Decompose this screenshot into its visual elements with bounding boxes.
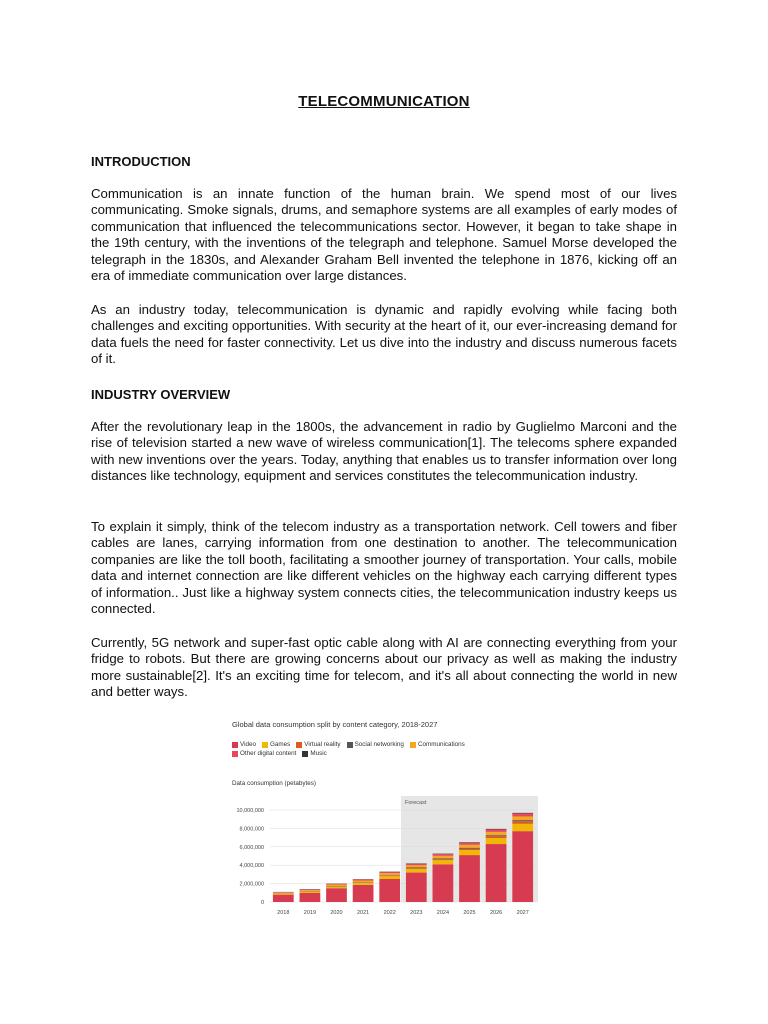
paragraph: After the revolutionary leap in the 1800s, the advancement in radio by Guglielmo Marconi and the rise of television started a new wave of wireless communication[1]. The telecoms sphere expanded with new inventions over the years. Today, anything that enables us to transfer information over long distances like technology, equipment and services constitutes the telecommunication industry. [91, 419, 677, 484]
bar-segment [486, 836, 507, 838]
bar-segment [512, 821, 533, 824]
bar-segment [512, 816, 533, 820]
bar-segment [273, 893, 294, 894]
bar-segment [300, 890, 321, 891]
data-consumption-chart [226, 714, 540, 924]
y-tick-label: 2,000,000 [239, 881, 264, 888]
bar-segment [486, 844, 507, 902]
bar-segment [273, 895, 294, 902]
bar-segment [406, 868, 427, 869]
bar-segment [486, 832, 507, 835]
bar-segment [273, 892, 294, 893]
bar-segment [433, 864, 454, 902]
bar-segment [433, 860, 454, 864]
chart-plot-area [226, 714, 540, 924]
bar-segment [326, 884, 347, 885]
bar-segment [379, 872, 400, 873]
y-tick-label: 0 [260, 900, 264, 906]
bar-segment [353, 880, 374, 881]
section-heading-introduction: INTRODUCTION [91, 154, 191, 169]
bar-segment [512, 824, 533, 831]
bar-segment [406, 873, 427, 902]
legend-label: Communications [417, 741, 465, 748]
y-tick-label: 8,000,000 [239, 826, 264, 833]
paragraph: Currently, 5G network and super-fast optic cable along with AI are connecting everything from your fridge to robots. But there are growing concerns about our privacy as well as making the industry more sustainable[2]. It's an exciting time for telecom, and it's all about connecting the world in new and better ways. [91, 635, 677, 700]
section-heading-industry-overview: INDUSTRY OVERVIEW [91, 387, 231, 402]
x-tick-label: 2024 [436, 910, 450, 916]
bar-segment [406, 868, 427, 869]
legend-label: Video [240, 741, 256, 748]
x-tick-label: 2020 [330, 910, 343, 916]
x-tick-label: 2022 [383, 910, 396, 916]
bar-segment [512, 813, 533, 816]
document-title: TELECOMMUNICATION [298, 93, 470, 110]
bar-segment [486, 835, 507, 836]
bar-segment [300, 889, 321, 890]
x-tick-label: 2026 [489, 910, 503, 916]
legend-label: Virtual reality [304, 741, 341, 748]
bar-segment [433, 856, 454, 859]
x-tick-label: 2027 [516, 910, 529, 916]
legend-label: Games [270, 741, 291, 748]
bar-segment [486, 829, 507, 831]
bar-segment [459, 845, 480, 848]
y-tick-label: 10,000,000 [236, 808, 264, 814]
bar-segment [512, 820, 533, 821]
legend-label: Social networking [354, 741, 404, 748]
bar-segment [300, 891, 321, 892]
x-tick-label: 2019 [303, 910, 317, 916]
bar-segment [512, 831, 533, 902]
y-tick-label: 4,000,000 [239, 863, 264, 870]
paragraph: Communication is an innate function of the human brain. We spend most of our lives communicating. Smoke signals, drums, and semaphore systems are all examples of early modes of communication that influenced the telecommunications sector. However, it began to take shape in the 19th century, with the inventions of the telegraph and telephone. Samuel Morse developed the telegraph in the 1830s, and Alexander Graham Bell invented the telephone in 1876, kicking off an era of immediate communication over large distances. [91, 186, 677, 284]
chart-y-axis-label: Data consumption (petabytes) [232, 780, 317, 787]
y-tick-label: 6,000,000 [239, 844, 264, 851]
bar-segment [353, 883, 374, 885]
bar-segment [406, 864, 427, 865]
bar-segment [459, 848, 480, 849]
x-tick-label: 2018 [277, 910, 290, 916]
bar-segment [486, 838, 507, 844]
bar-segment [326, 888, 347, 902]
x-tick-label: 2021 [356, 910, 370, 916]
bar-segment [273, 894, 294, 895]
legend-label: Other digital content [240, 750, 297, 757]
bar-segment [433, 859, 454, 860]
chart-title: Global data consumption split by content category, 2018-2027 [232, 720, 438, 729]
bar-segment [326, 887, 347, 889]
bar-segment [486, 829, 507, 830]
bar-segment [353, 885, 374, 902]
bar-segment [406, 869, 427, 873]
forecast-label: Forecast [405, 800, 427, 806]
bar-segment [512, 813, 533, 814]
bar-segment [406, 865, 427, 867]
bar-segment [379, 876, 400, 879]
bar-segment [353, 881, 374, 883]
bar-segment [379, 879, 400, 902]
bar-segment [459, 855, 480, 902]
bar-segment [433, 854, 454, 856]
legend-label: Music [310, 750, 327, 757]
bar-segment [379, 875, 400, 876]
bar-segment [353, 882, 374, 883]
paragraph: To explain it simply, think of the telecom industry as a transportation network. Cell towers and fiber cables are lanes, carrying information from one destination to another. The telecommunication companies are like the toll booth, facilitating a smoother journey of transportation. Your calls, mobile data and internet connection are like different vehicles on the highway each carrying different types of information.. Just like a highway system connects cities, the telecommunication industry keeps us connected. [91, 519, 677, 617]
bar-segment [459, 843, 480, 845]
bar-segment [459, 849, 480, 850]
x-tick-label: 2025 [463, 910, 476, 916]
bar-segment [379, 873, 400, 875]
x-tick-label: 2023 [410, 910, 423, 916]
paragraph: As an industry today, telecommunication is dynamic and rapidly evolving while facing both challenges and exciting opportunities. With security at the heart of it, our ever-increasing demand for data fuels the need for faster connectivity. Let us dive into the industry and discuss numerous facets of it. [91, 302, 677, 367]
bar-segment [326, 885, 347, 886]
bar-segment [459, 850, 480, 855]
bar-segment [433, 858, 454, 859]
bar-segment [300, 893, 321, 902]
